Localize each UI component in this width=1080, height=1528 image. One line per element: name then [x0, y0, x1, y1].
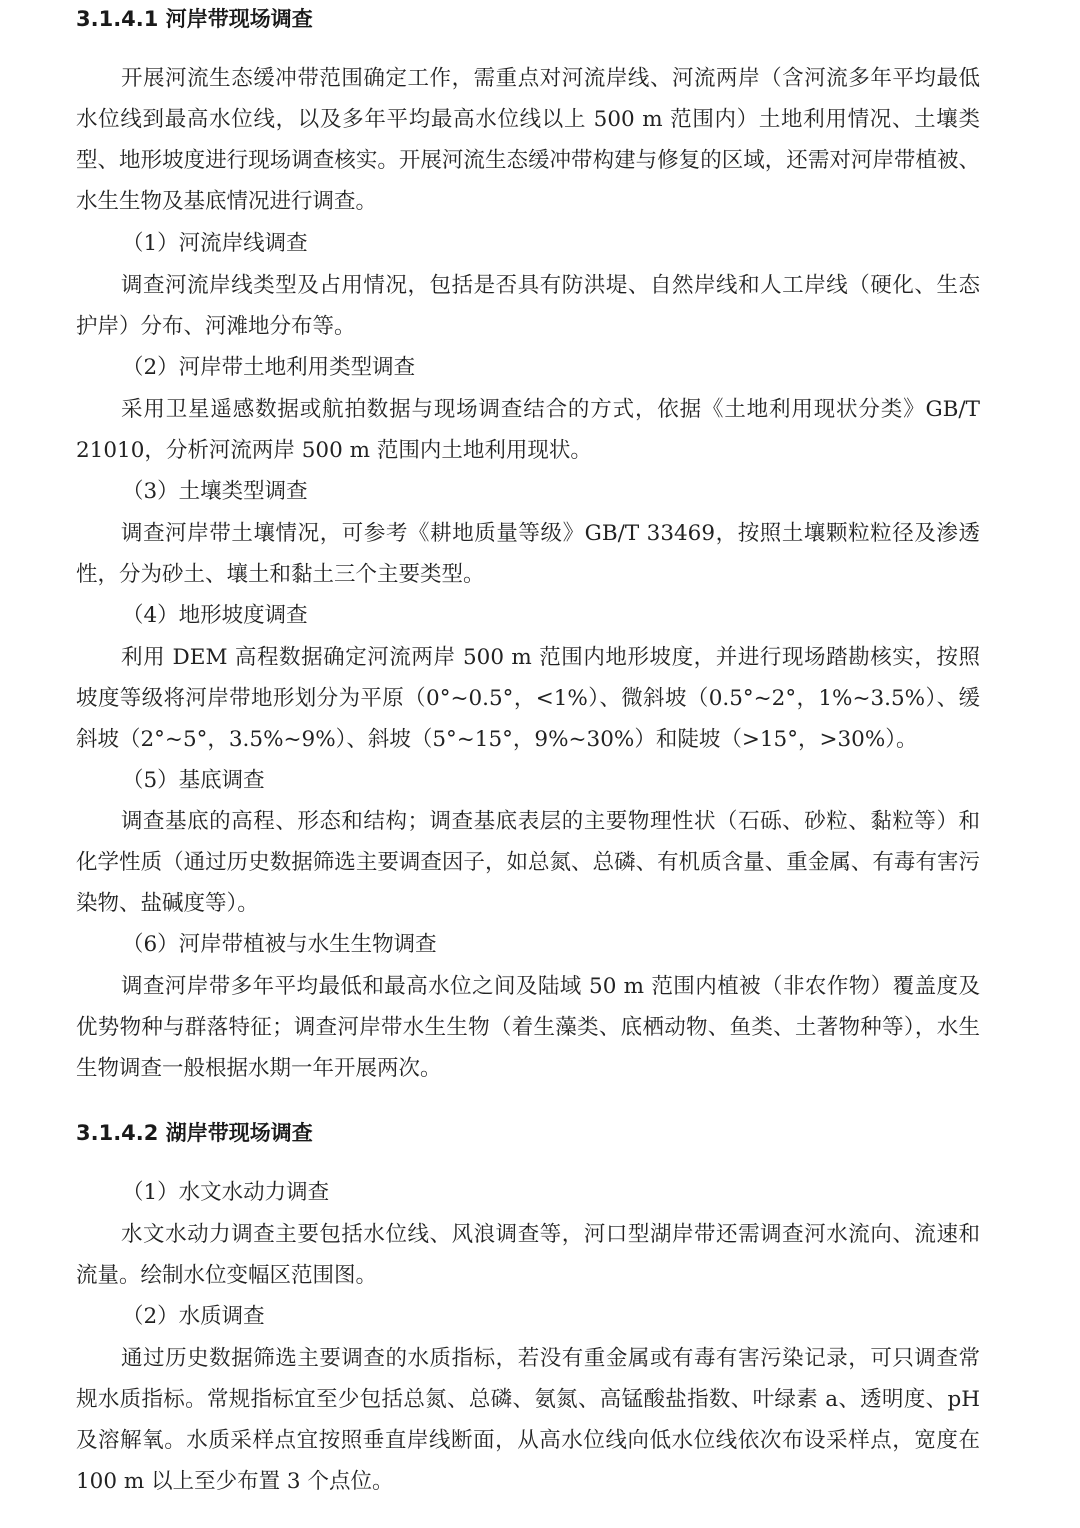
item-body-hydrology: 水文水动力调查主要包括水位线、风浪调查等，河口型湖岸带还需调查河水流向、流速和流量。绘制水位变幅区范围图。 — [76, 1222, 980, 1288]
item-title-land-use: （2）河岸带土地利用类型调查 — [122, 355, 416, 380]
item-body-water-quality: 通过历史数据筛选主要调查的水质指标，若没有重金属或有毒有害污染记录，可只调查常规水质指标。常规指标宜至少包括总氮、总磷、氨氮、高锰酸盐指数、叶绿素 a、透明度、pH 及溶解氧。水质采样点宜按照垂直岸线断面，从高水位线向低水位线依次布设采样点，宽度在 100 m 以上至少布置 3 个点位。 — [76, 1346, 980, 1494]
item-title-shoreline: （1）河流岸线调查 — [122, 231, 308, 256]
item-body-slope: 利用 DEM 高程数据确定河流两岸 500 m 范围内地形坡度，并进行现场踏勘核实，按照坡度等级将河岸带地形划分为平原（0°~0.5°，<1%）、微斜坡（0.5°~2°，1%~3.5%）、缓斜坡（2°~5°，3.5%~9%）、斜坡（5°~15°，9%~30%）和陡坡（>15°，>30%）。 — [76, 645, 980, 752]
item-title-hydrology: （1）水文水动力调查 — [122, 1180, 330, 1205]
item-body-soil: 调查河岸带土壤情况，可参考《耕地质量等级》GB/T 33469，按照土壤颗粒粒径及渗透性，分为砂土、壤土和黏土三个主要类型。 — [76, 521, 980, 587]
intro-paragraph: 开展河流生态缓冲带范围确定工作，需重点对河流岸线、河流两岸（含河流多年平均最低水位线到最高水位线，以及多年平均最高水位线以上 500 m 范围内）土地利用情况、土壤类型、地形坡度进行现场调查核实。开展河流生态缓冲带构建与修复的区域，还需对河岸带植被、水生生物及基底情况进行调查。 — [76, 66, 980, 214]
section-heading-river: 3.1.4.1 河岸带现场调查 — [76, 7, 313, 31]
section-heading-lake: 3.1.4.2 湖岸带现场调查 — [76, 1121, 313, 1145]
item-title-soil: （3）土壤类型调查 — [122, 479, 308, 504]
item-body-vegetation: 调查河岸带多年平均最低和最高水位之间及陆域 50 m 范围内植被（非农作物）覆盖度及优势物种与群落特征；调查河岸带水生生物（着生藻类、底栖动物、鱼类、土著物种等），水生生物调查一般根据水期一年开展两次。 — [76, 974, 980, 1081]
item-title-water-quality: （2）水质调查 — [122, 1304, 265, 1329]
item-body-substrate: 调查基底的高程、形态和结构；调查基底表层的主要物理性状（石砾、砂粒、黏粒等）和化学性质（通过历史数据筛选主要调查因子，如总氮、总磷、有机质含量、重金属、有毒有害污染物、盐碱度等）。 — [76, 809, 980, 916]
item-body-shoreline: 调查河流岸线类型及占用情况，包括是否具有防洪堤、自然岸线和人工岸线（硬化、生态护岸）分布、河滩地分布等。 — [76, 273, 980, 339]
item-title-slope: （4）地形坡度调查 — [122, 603, 308, 628]
item-body-land-use: 采用卫星遥感数据或航拍数据与现场调查结合的方式，依据《土地利用现状分类》GB/T 21010，分析河流两岸 500 m 范围内土地利用现状。 — [76, 397, 980, 463]
item-title-vegetation: （6）河岸带植被与水生生物调查 — [122, 932, 437, 957]
item-title-substrate: （5）基底调查 — [122, 768, 265, 793]
